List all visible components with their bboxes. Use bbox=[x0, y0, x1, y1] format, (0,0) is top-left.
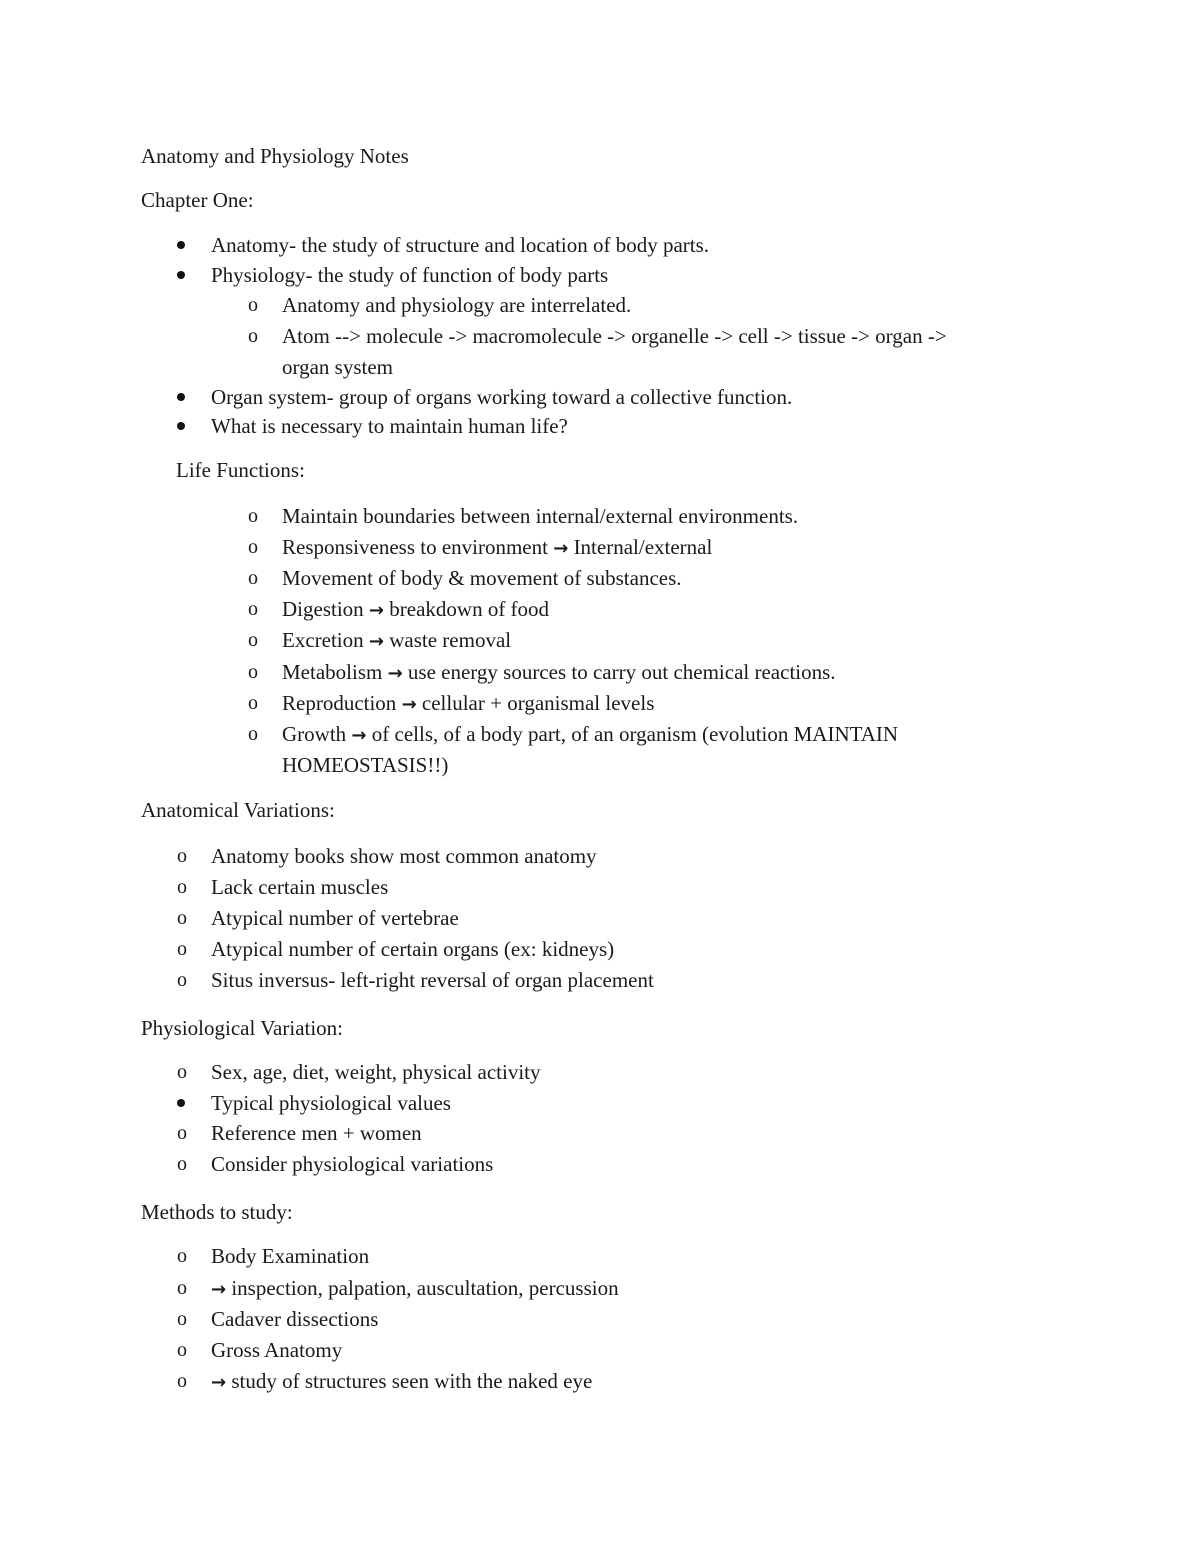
circle-bullet-icon: o bbox=[248, 536, 258, 558]
list-item: Reference men + women bbox=[211, 1121, 422, 1145]
arrow-right-icon: → bbox=[368, 600, 385, 621]
arrow-right-icon: → bbox=[368, 631, 384, 652]
arrow-right-icon: → bbox=[211, 1372, 227, 1393]
circle-bullet-icon: o bbox=[248, 325, 258, 347]
circle-bullet-icon: o bbox=[177, 1308, 187, 1330]
circle-bullet-icon: o bbox=[177, 1245, 187, 1267]
list-item: Atom --> molecule -> macromolecule -> organelle -> cell -> tissue -> organ -> bbox=[282, 324, 947, 348]
section-heading: Methods to study: bbox=[141, 1200, 293, 1224]
circle-bullet-icon: o bbox=[177, 938, 187, 960]
bullet-icon bbox=[177, 271, 185, 279]
arrow-right-icon: → bbox=[211, 1279, 227, 1300]
arrow-right-icon: → bbox=[401, 694, 417, 715]
circle-bullet-icon: o bbox=[177, 845, 187, 867]
circle-bullet-icon: o bbox=[248, 567, 258, 589]
list-item: Movement of body & movement of substances. bbox=[282, 566, 682, 590]
list-item: Anatomy- the study of structure and location of body parts. bbox=[211, 233, 710, 257]
section-heading: Physiological Variation: bbox=[141, 1016, 344, 1040]
arrow-right-icon: → bbox=[387, 663, 403, 684]
circle-bullet-icon: o bbox=[177, 969, 187, 991]
list-item: Sex, age, diet, weight, physical activity bbox=[211, 1060, 541, 1084]
list-item: Reproduction → cellular + organismal levels bbox=[282, 691, 655, 715]
list-item: → study of structures seen with the naked eye bbox=[211, 1369, 593, 1393]
circle-bullet-icon: o bbox=[248, 629, 258, 651]
circle-bullet-icon: o bbox=[177, 1370, 187, 1392]
bullet-icon bbox=[177, 422, 185, 430]
circle-bullet-icon: o bbox=[177, 876, 187, 898]
arrow-right-icon: → bbox=[553, 538, 569, 559]
circle-bullet-icon: o bbox=[177, 1122, 187, 1144]
list-item: Responsiveness to environment → Internal/external bbox=[282, 535, 713, 559]
circle-bullet-icon: o bbox=[248, 692, 258, 714]
list-item: Anatomy books show most common anatomy bbox=[211, 844, 597, 868]
list-item: Organ system- group of organs working toward a collective function. bbox=[211, 385, 793, 409]
circle-bullet-icon: o bbox=[177, 907, 187, 929]
circle-bullet-icon: o bbox=[177, 1277, 187, 1299]
chapter-heading: Chapter One: bbox=[141, 188, 254, 212]
list-item: Gross Anatomy bbox=[211, 1338, 343, 1362]
list-item: Typical physiological values bbox=[211, 1091, 451, 1115]
section-heading: Life Functions: bbox=[176, 458, 305, 482]
circle-bullet-icon: o bbox=[177, 1061, 187, 1083]
list-item: Situs inversus- left-right reversal of organ placement bbox=[211, 968, 654, 992]
circle-bullet-icon: o bbox=[248, 661, 258, 683]
bullet-icon bbox=[177, 393, 185, 401]
circle-bullet-icon: o bbox=[248, 294, 258, 316]
list-item: Physiology- the study of function of body parts bbox=[211, 263, 609, 287]
list-item: What is necessary to maintain human life? bbox=[211, 414, 568, 438]
circle-bullet-icon: o bbox=[177, 1153, 187, 1175]
list-item: Body Examination bbox=[211, 1244, 370, 1268]
list-item: Excretion → waste removal bbox=[282, 628, 512, 652]
section-heading: Anatomical Variations: bbox=[141, 798, 335, 822]
list-item: Cadaver dissections bbox=[211, 1307, 379, 1331]
circle-bullet-icon: o bbox=[248, 505, 258, 527]
circle-bullet-icon: o bbox=[248, 723, 258, 745]
list-item: → inspection, palpation, auscultation, percussion bbox=[211, 1276, 619, 1300]
circle-bullet-icon: o bbox=[248, 598, 258, 620]
list-item: Maintain boundaries between internal/external environments. bbox=[282, 504, 799, 528]
list-item-continuation: HOMEOSTASIS!!) bbox=[282, 753, 449, 777]
list-item: Lack certain muscles bbox=[211, 875, 389, 899]
bullet-icon bbox=[177, 1099, 185, 1107]
bullet-icon bbox=[177, 241, 185, 249]
list-item: Atypical number of vertebrae bbox=[211, 906, 459, 930]
page-title: Anatomy and Physiology Notes bbox=[141, 144, 409, 168]
arrow-right-icon: → bbox=[351, 725, 367, 746]
list-item-continuation: organ system bbox=[282, 355, 394, 379]
circle-bullet-icon: o bbox=[177, 1339, 187, 1361]
list-item: Digestion → breakdown of food bbox=[282, 597, 550, 621]
list-item: Anatomy and physiology are interrelated. bbox=[282, 293, 632, 317]
list-item: Atypical number of certain organs (ex: kidneys) bbox=[211, 937, 615, 961]
list-item: Metabolism → use energy sources to carry out chemical reactions. bbox=[282, 660, 836, 684]
list-item: Consider physiological variations bbox=[211, 1152, 494, 1176]
list-item: Growth → of cells, of a body part, of an organism (evolution MAINTAIN bbox=[282, 722, 899, 746]
